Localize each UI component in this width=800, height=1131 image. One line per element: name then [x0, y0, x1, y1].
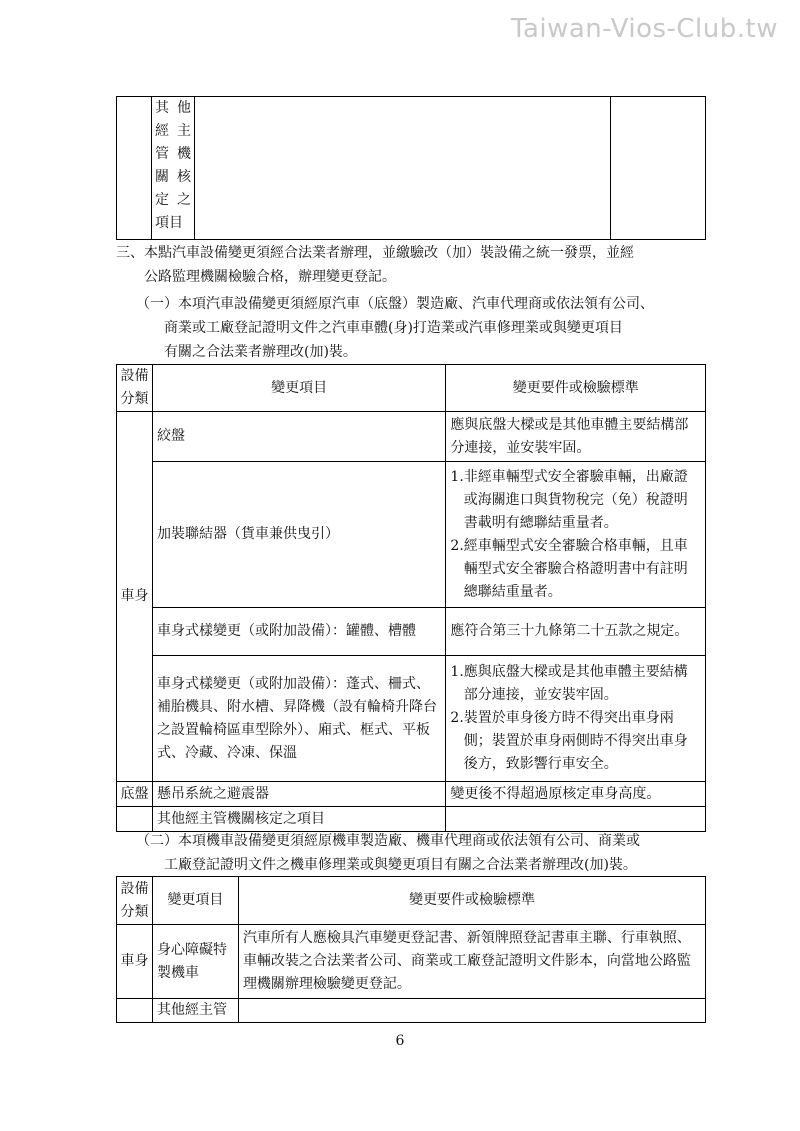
req-other [446, 807, 706, 832]
t2-header-category: 設備分類 [117, 877, 153, 925]
section3-line1: 三、本點汽車設備變更須經合法業者辦理，並繳驗改（加）裝設備之統一發票，並經 [116, 245, 634, 261]
top-table-label-line [155, 189, 191, 212]
t2-req-disability-motorcycle: 汽車所有人應檢具汽車變更登記書、新領牌照登記書車主聯、行車執照、車輛改裝之合法業者公司、商業或工廠登記證明文件影本，向當地公路監理機關辦理檢驗變更登記。 [238, 925, 705, 999]
top-table-label-line [155, 143, 191, 166]
category-empty [117, 807, 153, 832]
t2-category-body: 車身 [117, 925, 153, 999]
t2-item-disability-motorcycle: 身心障礙特製機車 [152, 925, 238, 999]
list-item: 1. 應與底盤大樑或是其他車體主要結構部分連接，並安裝牢固。 [450, 664, 688, 703]
item-other: 其他經主管機關核定之項目 [152, 807, 445, 832]
top-table-label-char: 之 [177, 192, 191, 208]
sub1-line2: 商業或工廠登記證明文件之汽車車體(身)打造業或汽車修理業或與變更項目 [164, 320, 623, 336]
top-table-label-char: 核 [177, 169, 191, 185]
t2-item-other: 其他經主管 [152, 999, 238, 1023]
sub1-line1: （一）本項汽車設備變更須經原汽車（底盤）製造廠、汽車代理商或依法領有公司、 [136, 296, 654, 312]
item-coupler: 加裝聯結器（貨車兼供曳引） [152, 462, 445, 608]
header-category: 設備分類 [117, 365, 153, 412]
top-table-label-char: 機 [177, 146, 191, 162]
category-body: 車身 [117, 412, 153, 782]
req-winch: 應與底盤大樑或是其他車體主要結構部分連接，並安裝牢固。 [446, 412, 706, 462]
top-table-content-cell [195, 97, 611, 240]
item-winch: 絞盤 [152, 412, 445, 462]
top-table-label-char: 他 [177, 100, 191, 116]
top-table-label-char: 項目 [155, 215, 183, 231]
top-table-label-char: 管 [155, 146, 169, 162]
req-body-style [446, 656, 706, 782]
top-table-label-char: 經 [155, 123, 169, 139]
page-number: 6 [395, 1033, 405, 1049]
top-table-label-char: 主 [177, 123, 191, 139]
top-table-label-line [155, 166, 191, 189]
top-table-label-char: 關 [155, 169, 169, 185]
item-shock-absorber: 懸吊系統之避震器 [152, 782, 445, 807]
sub2-line1: （二）本項機車設備變更須經原機車製造廠、機車代理商或依法領有公司、商業或 [136, 833, 640, 849]
top-table-label-line [155, 120, 191, 143]
top-table-empty-cell [117, 97, 152, 240]
top-table-label-char: 定 [155, 192, 169, 208]
top-table-label-char: 其 [155, 100, 169, 116]
header-requirement: 變更要件或檢驗標準 [446, 365, 706, 412]
top-table-label-line [155, 97, 191, 120]
t2-category-empty [117, 999, 153, 1023]
req-shock-absorber: 變更後不得超過原核定車身高度。 [446, 782, 706, 807]
item-body-style: 車身式樣變更（或附加設備）：蓬式、柵式、補胎機具、附水槽、昇降機（設有輪椅升降台之設置輪椅區車型除外）、廂式、框式、平板式、冷藏、冷凍、保溫 [152, 656, 445, 782]
top-table-label-cell [152, 97, 195, 240]
top-table-note-cell [611, 97, 706, 240]
sub1-line3: 有關之合法業者辦理改(加)裝。 [164, 344, 357, 360]
watermark: Taiwan-Vios-Club.tw [510, 14, 778, 44]
t2-header-item: 變更項目 [152, 877, 238, 925]
top-table-label-line [155, 212, 191, 235]
list-item: 2. 經車輛型式安全審驗合格車輛，且車輛型式安全審驗合格證明書中有註明總聯結重量者。 [450, 537, 688, 600]
sub2-line2: 工廠登記證明文件之機車修理業或與變更項目有關之合法業者辦理改(加)裝。 [164, 857, 637, 873]
header-item: 變更項目 [152, 365, 445, 412]
section3-line2: 公路監理機關檢驗合格，辦理變更登記。 [144, 269, 396, 285]
motorcycle-modification-table [116, 876, 706, 1023]
automobile-modification-table [116, 364, 706, 832]
req-tank-body: 應符合第三十九條第二十五款之規定。 [446, 608, 706, 656]
category-chassis: 底盤 [117, 782, 153, 807]
item-tank-body: 車身式樣變更（或附加設備）：罐體、槽體 [152, 608, 445, 656]
list-item: 2. 裝置於車身後方時不得突出車身兩側；裝置於車身兩側時不得突出車身後方，致影響行車安全。 [450, 710, 688, 772]
t2-req-other [238, 999, 705, 1023]
list-item: 1. 非經車輛型式安全審驗車輛，出廠證或海關進口與貨物稅完（免）稅證明書載明有總聯結重量者。 [450, 468, 688, 531]
t2-header-requirement: 變更要件或檢驗標準 [238, 877, 705, 925]
req-coupler [446, 462, 706, 608]
top-table [116, 96, 706, 240]
